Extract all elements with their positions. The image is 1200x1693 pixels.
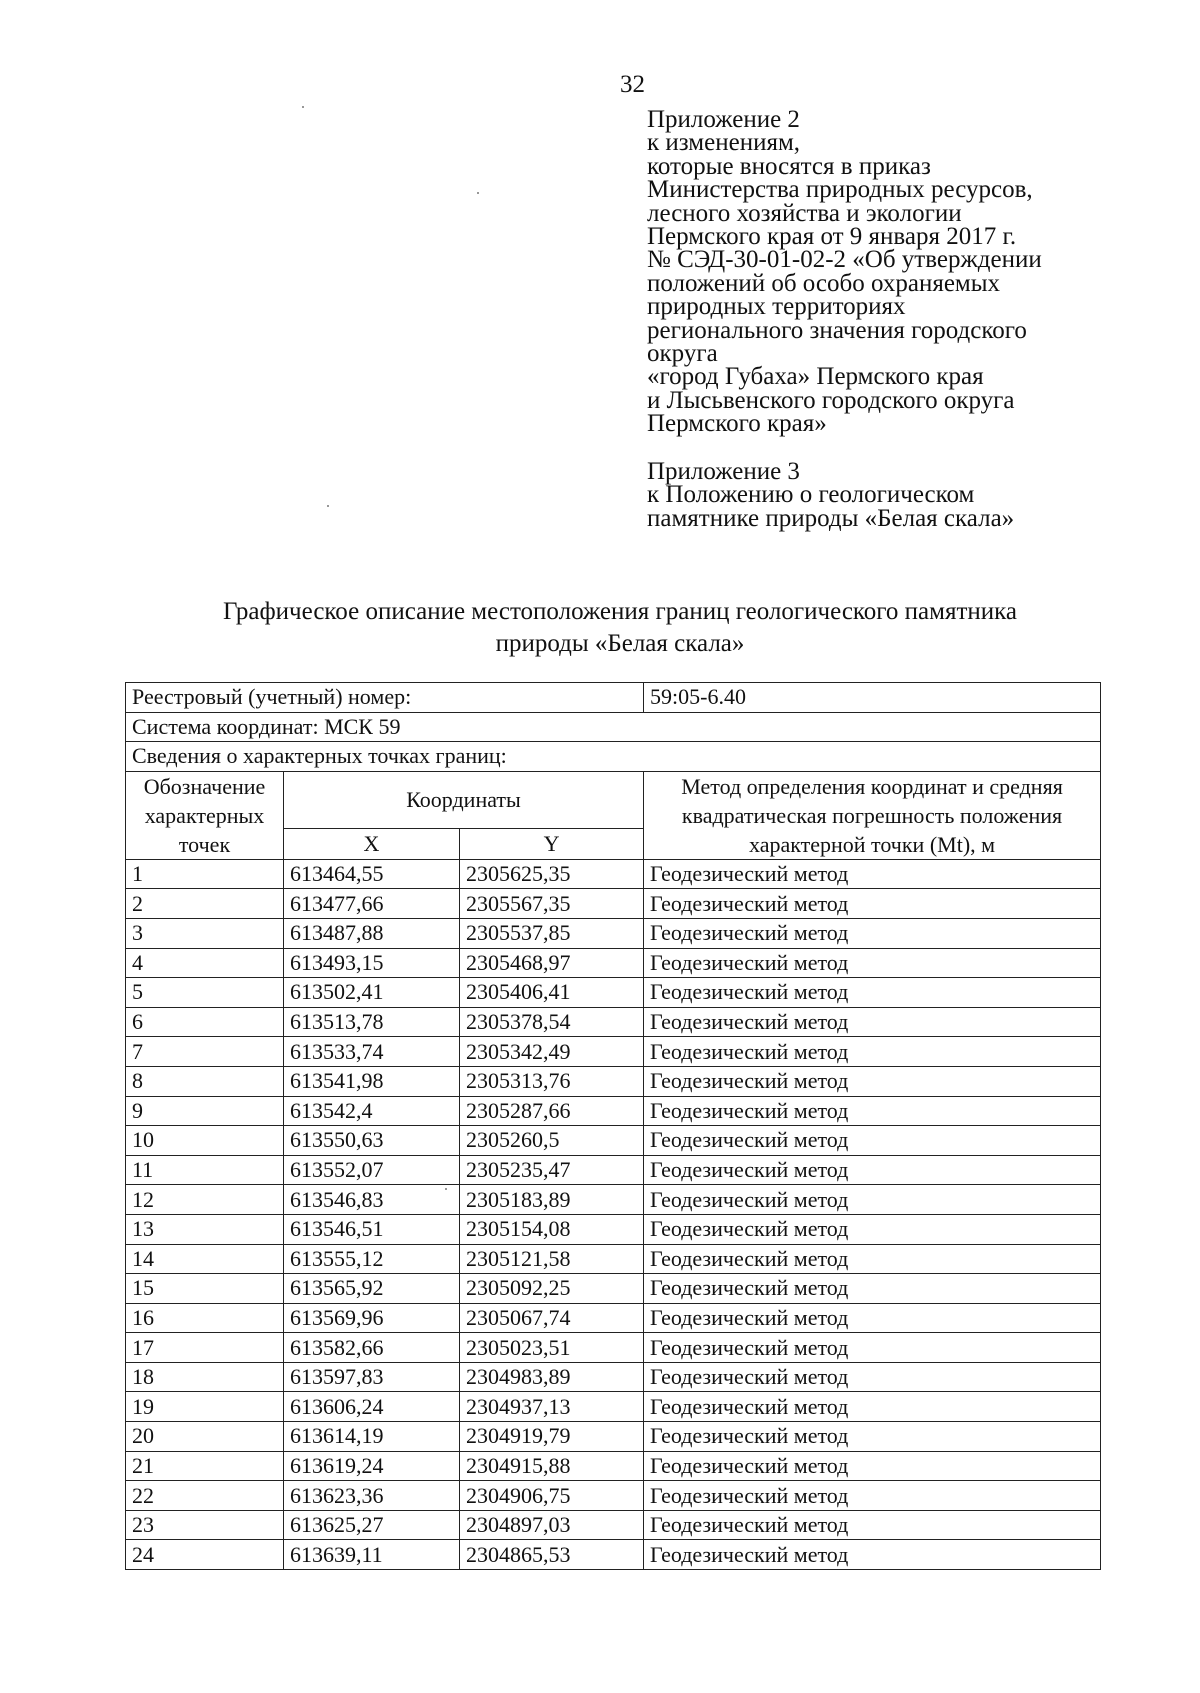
y-coordinate-cell: 2305260,5 bbox=[460, 1126, 644, 1156]
annex-3-line: памятнике природы «Белая скала» bbox=[647, 504, 1015, 532]
table-row bbox=[126, 1155, 1101, 1185]
annex-2-line: которые вносятся в приказ bbox=[647, 152, 931, 180]
table-row bbox=[126, 1303, 1101, 1333]
x-coordinate-cell: 613502,41 bbox=[284, 978, 460, 1008]
y-coordinate-cell: 2305235,47 bbox=[460, 1155, 644, 1185]
table-row bbox=[126, 1451, 1101, 1481]
point-number-cell: 1 bbox=[126, 859, 284, 889]
y-coordinate-cell: 2304915,88 bbox=[460, 1451, 644, 1481]
scan-speck bbox=[302, 106, 304, 108]
method-cell: Геодезический метод bbox=[644, 1274, 1101, 1304]
table-row bbox=[126, 1422, 1101, 1452]
registry-value: 59:05-6.40 bbox=[644, 683, 1101, 713]
table-row bbox=[126, 1126, 1101, 1156]
table-row bbox=[126, 1214, 1101, 1244]
point-number-cell: 6 bbox=[126, 1007, 284, 1037]
col-method-header: Метод определения координат и средняя квадратическая погрешность положения характерной точки (Mt), м bbox=[644, 771, 1101, 859]
col-x-header: X bbox=[284, 829, 460, 860]
annex-2-line: природных территориях bbox=[647, 293, 906, 321]
y-coordinate-cell: 2305625,35 bbox=[460, 859, 644, 889]
y-coordinate-cell: 2304897,03 bbox=[460, 1510, 644, 1540]
x-coordinate-cell: 613619,24 bbox=[284, 1451, 460, 1481]
y-coordinate-cell: 2305378,54 bbox=[460, 1007, 644, 1037]
y-coordinate-cell: 2304906,75 bbox=[460, 1481, 644, 1511]
point-number-cell: 16 bbox=[126, 1303, 284, 1333]
table-row bbox=[126, 1007, 1101, 1037]
method-cell: Геодезический метод bbox=[644, 1096, 1101, 1126]
title-line-2: природы «Белая скала» bbox=[495, 630, 745, 657]
point-number-cell: 13 bbox=[126, 1214, 284, 1244]
point-number-cell: 12 bbox=[126, 1185, 284, 1215]
y-coordinate-cell: 2305567,35 bbox=[460, 889, 644, 919]
x-coordinate-cell: 613625,27 bbox=[284, 1510, 460, 1540]
y-coordinate-cell: 2304919,79 bbox=[460, 1422, 644, 1452]
table-row bbox=[126, 1392, 1101, 1422]
col-y-header: Y bbox=[460, 829, 644, 860]
annex-2-line: регионального значения городского bbox=[647, 316, 1027, 344]
point-number-cell: 21 bbox=[126, 1451, 284, 1481]
x-coordinate-cell: 613541,98 bbox=[284, 1066, 460, 1096]
document-title bbox=[125, 596, 1115, 660]
header-row-1 bbox=[126, 771, 1101, 828]
annex-gap bbox=[647, 436, 1117, 460]
point-number-cell: 9 bbox=[126, 1096, 284, 1126]
x-coordinate-cell: 613555,12 bbox=[284, 1244, 460, 1274]
annex-header bbox=[647, 108, 1117, 530]
point-number-cell: 19 bbox=[126, 1392, 284, 1422]
point-number-cell: 23 bbox=[126, 1510, 284, 1540]
table-row bbox=[126, 859, 1101, 889]
annex-2-block bbox=[647, 108, 1117, 436]
annex-2-line: Пермского края» bbox=[647, 410, 827, 438]
table-row bbox=[126, 978, 1101, 1008]
point-number-cell: 17 bbox=[126, 1333, 284, 1363]
y-coordinate-cell: 2305287,66 bbox=[460, 1096, 644, 1126]
method-cell: Геодезический метод bbox=[644, 1214, 1101, 1244]
x-coordinate-cell: 613569,96 bbox=[284, 1303, 460, 1333]
method-cell: Геодезический метод bbox=[644, 918, 1101, 948]
coord-system-row bbox=[126, 712, 1101, 742]
annex-2-line: Пермского края от 9 января 2017 г. bbox=[647, 223, 1017, 251]
table-row bbox=[126, 1274, 1101, 1304]
y-coordinate-cell: 2305537,85 bbox=[460, 918, 644, 948]
x-coordinate-cell: 613550,63 bbox=[284, 1126, 460, 1156]
registry-label: Реестровый (учетный) номер: bbox=[126, 683, 644, 713]
x-coordinate-cell: 613582,66 bbox=[284, 1333, 460, 1363]
table-row bbox=[126, 918, 1101, 948]
method-cell: Геодезический метод bbox=[644, 1481, 1101, 1511]
x-coordinate-cell: 613606,24 bbox=[284, 1392, 460, 1422]
y-coordinate-cell: 2305468,97 bbox=[460, 948, 644, 978]
method-cell: Геодезический метод bbox=[644, 859, 1101, 889]
method-cell: Геодезический метод bbox=[644, 1155, 1101, 1185]
point-number-cell: 18 bbox=[126, 1362, 284, 1392]
annex-3-line: Приложение 3 bbox=[647, 457, 800, 485]
y-coordinate-cell: 2305067,74 bbox=[460, 1303, 644, 1333]
method-cell: Геодезический метод bbox=[644, 889, 1101, 919]
x-coordinate-cell: 613546,83 bbox=[284, 1185, 460, 1215]
point-number-cell: 22 bbox=[126, 1481, 284, 1511]
scan-speck bbox=[477, 192, 479, 194]
y-coordinate-cell: 2305121,58 bbox=[460, 1244, 644, 1274]
table-row bbox=[126, 1481, 1101, 1511]
table-row bbox=[126, 1185, 1101, 1215]
method-cell: Геодезический метод bbox=[644, 1066, 1101, 1096]
table-row bbox=[126, 1096, 1101, 1126]
y-coordinate-cell: 2305406,41 bbox=[460, 978, 644, 1008]
x-coordinate-cell: 613493,15 bbox=[284, 948, 460, 978]
y-coordinate-cell: 2304865,53 bbox=[460, 1540, 644, 1570]
x-coordinate-cell: 613487,88 bbox=[284, 918, 460, 948]
table-row bbox=[126, 1540, 1101, 1570]
y-coordinate-cell: 2304937,13 bbox=[460, 1392, 644, 1422]
method-cell: Геодезический метод bbox=[644, 1422, 1101, 1452]
x-coordinate-cell: 613513,78 bbox=[284, 1007, 460, 1037]
annex-2-line: Приложение 2 bbox=[647, 106, 800, 133]
point-number-cell: 15 bbox=[126, 1274, 284, 1304]
table-row bbox=[126, 1037, 1101, 1067]
method-cell: Геодезический метод bbox=[644, 1244, 1101, 1274]
point-number-cell: 24 bbox=[126, 1540, 284, 1570]
registry-row bbox=[126, 683, 1101, 713]
table-row bbox=[126, 1066, 1101, 1096]
annex-3-line: к Положению о геологическом bbox=[647, 481, 975, 509]
x-coordinate-cell: 613542,4 bbox=[284, 1096, 460, 1126]
title-line-1: Графическое описание местоположения границ геологического памятника bbox=[222, 598, 1018, 625]
y-coordinate-cell: 2304983,89 bbox=[460, 1362, 644, 1392]
x-coordinate-cell: 613565,92 bbox=[284, 1274, 460, 1304]
page-number: 32 bbox=[620, 71, 645, 98]
point-number-cell: 14 bbox=[126, 1244, 284, 1274]
annex-2-line: к изменениям, bbox=[647, 129, 801, 157]
x-coordinate-cell: 613614,19 bbox=[284, 1422, 460, 1452]
table-row bbox=[126, 948, 1101, 978]
x-coordinate-cell: 613597,83 bbox=[284, 1362, 460, 1392]
method-cell: Геодезический метод bbox=[644, 948, 1101, 978]
method-cell: Геодезический метод bbox=[644, 1451, 1101, 1481]
annex-2-line: округа bbox=[647, 340, 718, 368]
y-coordinate-cell: 2305154,08 bbox=[460, 1214, 644, 1244]
annex-3-block bbox=[647, 457, 1117, 532]
point-number-cell: 2 bbox=[126, 889, 284, 919]
method-cell: Геодезический метод bbox=[644, 1126, 1101, 1156]
x-coordinate-cell: 613533,74 bbox=[284, 1037, 460, 1067]
x-coordinate-cell: 613546,51 bbox=[284, 1214, 460, 1244]
method-cell: Геодезический метод bbox=[644, 1303, 1101, 1333]
method-cell: Геодезический метод bbox=[644, 1007, 1101, 1037]
annex-2-line: положений об особо охраняемых bbox=[647, 269, 1001, 297]
method-cell: Геодезический метод bbox=[644, 978, 1101, 1008]
points-caption-row bbox=[126, 742, 1101, 772]
coordinates-table bbox=[125, 682, 1101, 1570]
point-number-cell: 8 bbox=[126, 1066, 284, 1096]
table-row bbox=[126, 1362, 1101, 1392]
point-number-cell: 4 bbox=[126, 948, 284, 978]
points-caption: Сведения о характерных точках границ: bbox=[126, 742, 1101, 772]
method-cell: Геодезический метод bbox=[644, 1392, 1101, 1422]
x-coordinate-cell: 613464,55 bbox=[284, 859, 460, 889]
point-number-cell: 7 bbox=[126, 1037, 284, 1067]
col-point-header: Обозначение характерных точек bbox=[126, 771, 284, 859]
method-cell: Геодезический метод bbox=[644, 1540, 1101, 1570]
col-coords-header: Координаты bbox=[284, 771, 644, 828]
y-coordinate-cell: 2305023,51 bbox=[460, 1333, 644, 1363]
point-number-cell: 3 bbox=[126, 918, 284, 948]
scan-speck bbox=[327, 505, 329, 507]
method-cell: Геодезический метод bbox=[644, 1333, 1101, 1363]
annex-2-line: Министерства природных ресурсов, bbox=[647, 176, 1033, 204]
annex-2-line: и Лысьвенского городского округа bbox=[647, 386, 1015, 414]
x-coordinate-cell: 613552,07 bbox=[284, 1155, 460, 1185]
y-coordinate-cell: 2305092,25 bbox=[460, 1274, 644, 1304]
method-cell: Геодезический метод bbox=[644, 1037, 1101, 1067]
method-cell: Геодезический метод bbox=[644, 1362, 1101, 1392]
table-row bbox=[126, 1333, 1101, 1363]
y-coordinate-cell: 2305342,49 bbox=[460, 1037, 644, 1067]
table-row bbox=[126, 889, 1101, 919]
point-number-cell: 10 bbox=[126, 1126, 284, 1156]
scan-speck bbox=[445, 1188, 447, 1190]
annex-2-line: «город Губаха» Пермского края bbox=[647, 363, 984, 391]
table-row bbox=[126, 1244, 1101, 1274]
table-row bbox=[126, 1510, 1101, 1540]
method-cell: Геодезический метод bbox=[644, 1185, 1101, 1215]
point-number-cell: 20 bbox=[126, 1422, 284, 1452]
point-number-cell: 5 bbox=[126, 978, 284, 1008]
coord-system: Система координат: МСК 59 bbox=[126, 712, 1101, 742]
annex-2-line: лесного хозяйства и экологии bbox=[647, 199, 962, 227]
y-coordinate-cell: 2305313,76 bbox=[460, 1066, 644, 1096]
y-coordinate-cell: 2305183,89 bbox=[460, 1185, 644, 1215]
point-number-cell: 11 bbox=[126, 1155, 284, 1185]
method-cell: Геодезический метод bbox=[644, 1510, 1101, 1540]
x-coordinate-cell: 613623,36 bbox=[284, 1481, 460, 1511]
x-coordinate-cell: 613477,66 bbox=[284, 889, 460, 919]
x-coordinate-cell: 613639,11 bbox=[284, 1540, 460, 1570]
annex-2-line: № СЭД-30-01-02-2 «Об утверждении bbox=[647, 246, 1042, 274]
